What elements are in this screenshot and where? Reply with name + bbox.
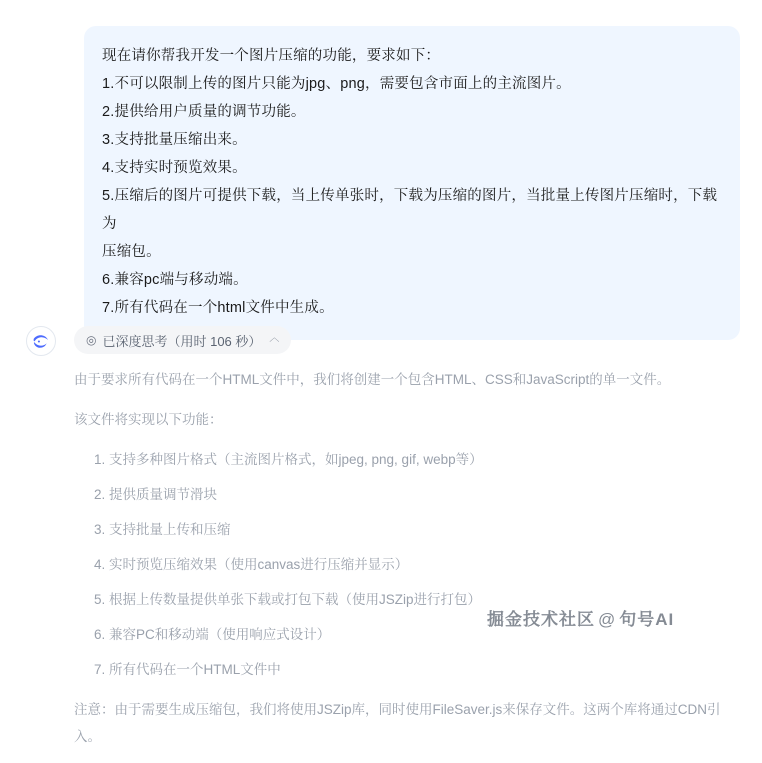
user-message-line: 1.不可以限制上传的图片只能为jpg、png，需要包含市面上的主流图片。 xyxy=(102,76,571,92)
thinking-intro: 由于要求所有代码在一个HTML文件中，我们将创建一个包含HTML、CSS和JavaScript的单一文件。 xyxy=(74,372,671,387)
brain-icon: ◎ xyxy=(86,333,97,347)
list-item: 5. 根据上传数量提供单张下载或打包下载（使用JSZip进行打包） xyxy=(94,592,482,607)
list-item: 6. 兼容PC和移动端（使用响应式设计） xyxy=(94,627,331,642)
user-message-line: 现在请你帮我开发一个图片压缩的功能，要求如下： xyxy=(102,48,441,64)
thinking-content xyxy=(74,366,734,763)
list-item: 2. 提供质量调节滑块 xyxy=(94,487,218,502)
chevron-up-icon[interactable]: ︿ xyxy=(269,333,280,344)
list-item: 3. 支持批量上传和压缩 xyxy=(94,522,231,537)
thinking-feature-list xyxy=(74,446,734,683)
list-item: 7. 所有代码在一个HTML文件中 xyxy=(94,662,281,677)
watermark xyxy=(487,605,674,630)
user-message-line: 2.提供给用户质量的调节功能。 xyxy=(102,104,306,120)
list-item: 4. 实时预览压缩效果（使用canvas进行压缩并显示） xyxy=(94,557,409,572)
assistant-logo-icon xyxy=(31,331,51,351)
watermark-right: 句号AI xyxy=(619,610,675,629)
user-message-bubble xyxy=(84,26,740,340)
user-message-line: 3.支持批量压缩出来。 xyxy=(102,132,247,148)
deep-thinking-toggle[interactable] xyxy=(74,326,291,354)
assistant-avatar xyxy=(26,326,56,356)
user-message-line: 7.所有代码在一个html文件中生成。 xyxy=(102,300,334,316)
user-message-line: 压缩包。 xyxy=(102,244,161,260)
user-message-line: 5.压缩后的图片可提供下载，当上传单张时，下载为压缩的图片，当批量上传图片压缩时，下载为 xyxy=(102,188,718,232)
watermark-left: 掘金技术社区 xyxy=(487,610,595,629)
deep-thinking-label: 已深度思考（用时 106 秒） xyxy=(102,333,262,349)
user-message-line: 6.兼容pc端与移动端。 xyxy=(102,272,248,288)
watermark-separator: @ xyxy=(598,610,617,629)
thinking-note: 注意：由于需要生成压缩包，我们将使用JSZip库，同时使用FileSaver.js来保存文件。这两个库将通过CDN引入。 xyxy=(74,702,721,744)
user-message-line: 4.支持实时预览效果。 xyxy=(102,160,247,176)
thinking-subtitle: 该文件将实现以下功能： xyxy=(74,412,223,427)
list-item: 1. 支持多种图片格式（主流图片格式，如jpeg, png, gif, webp等） xyxy=(94,452,483,467)
